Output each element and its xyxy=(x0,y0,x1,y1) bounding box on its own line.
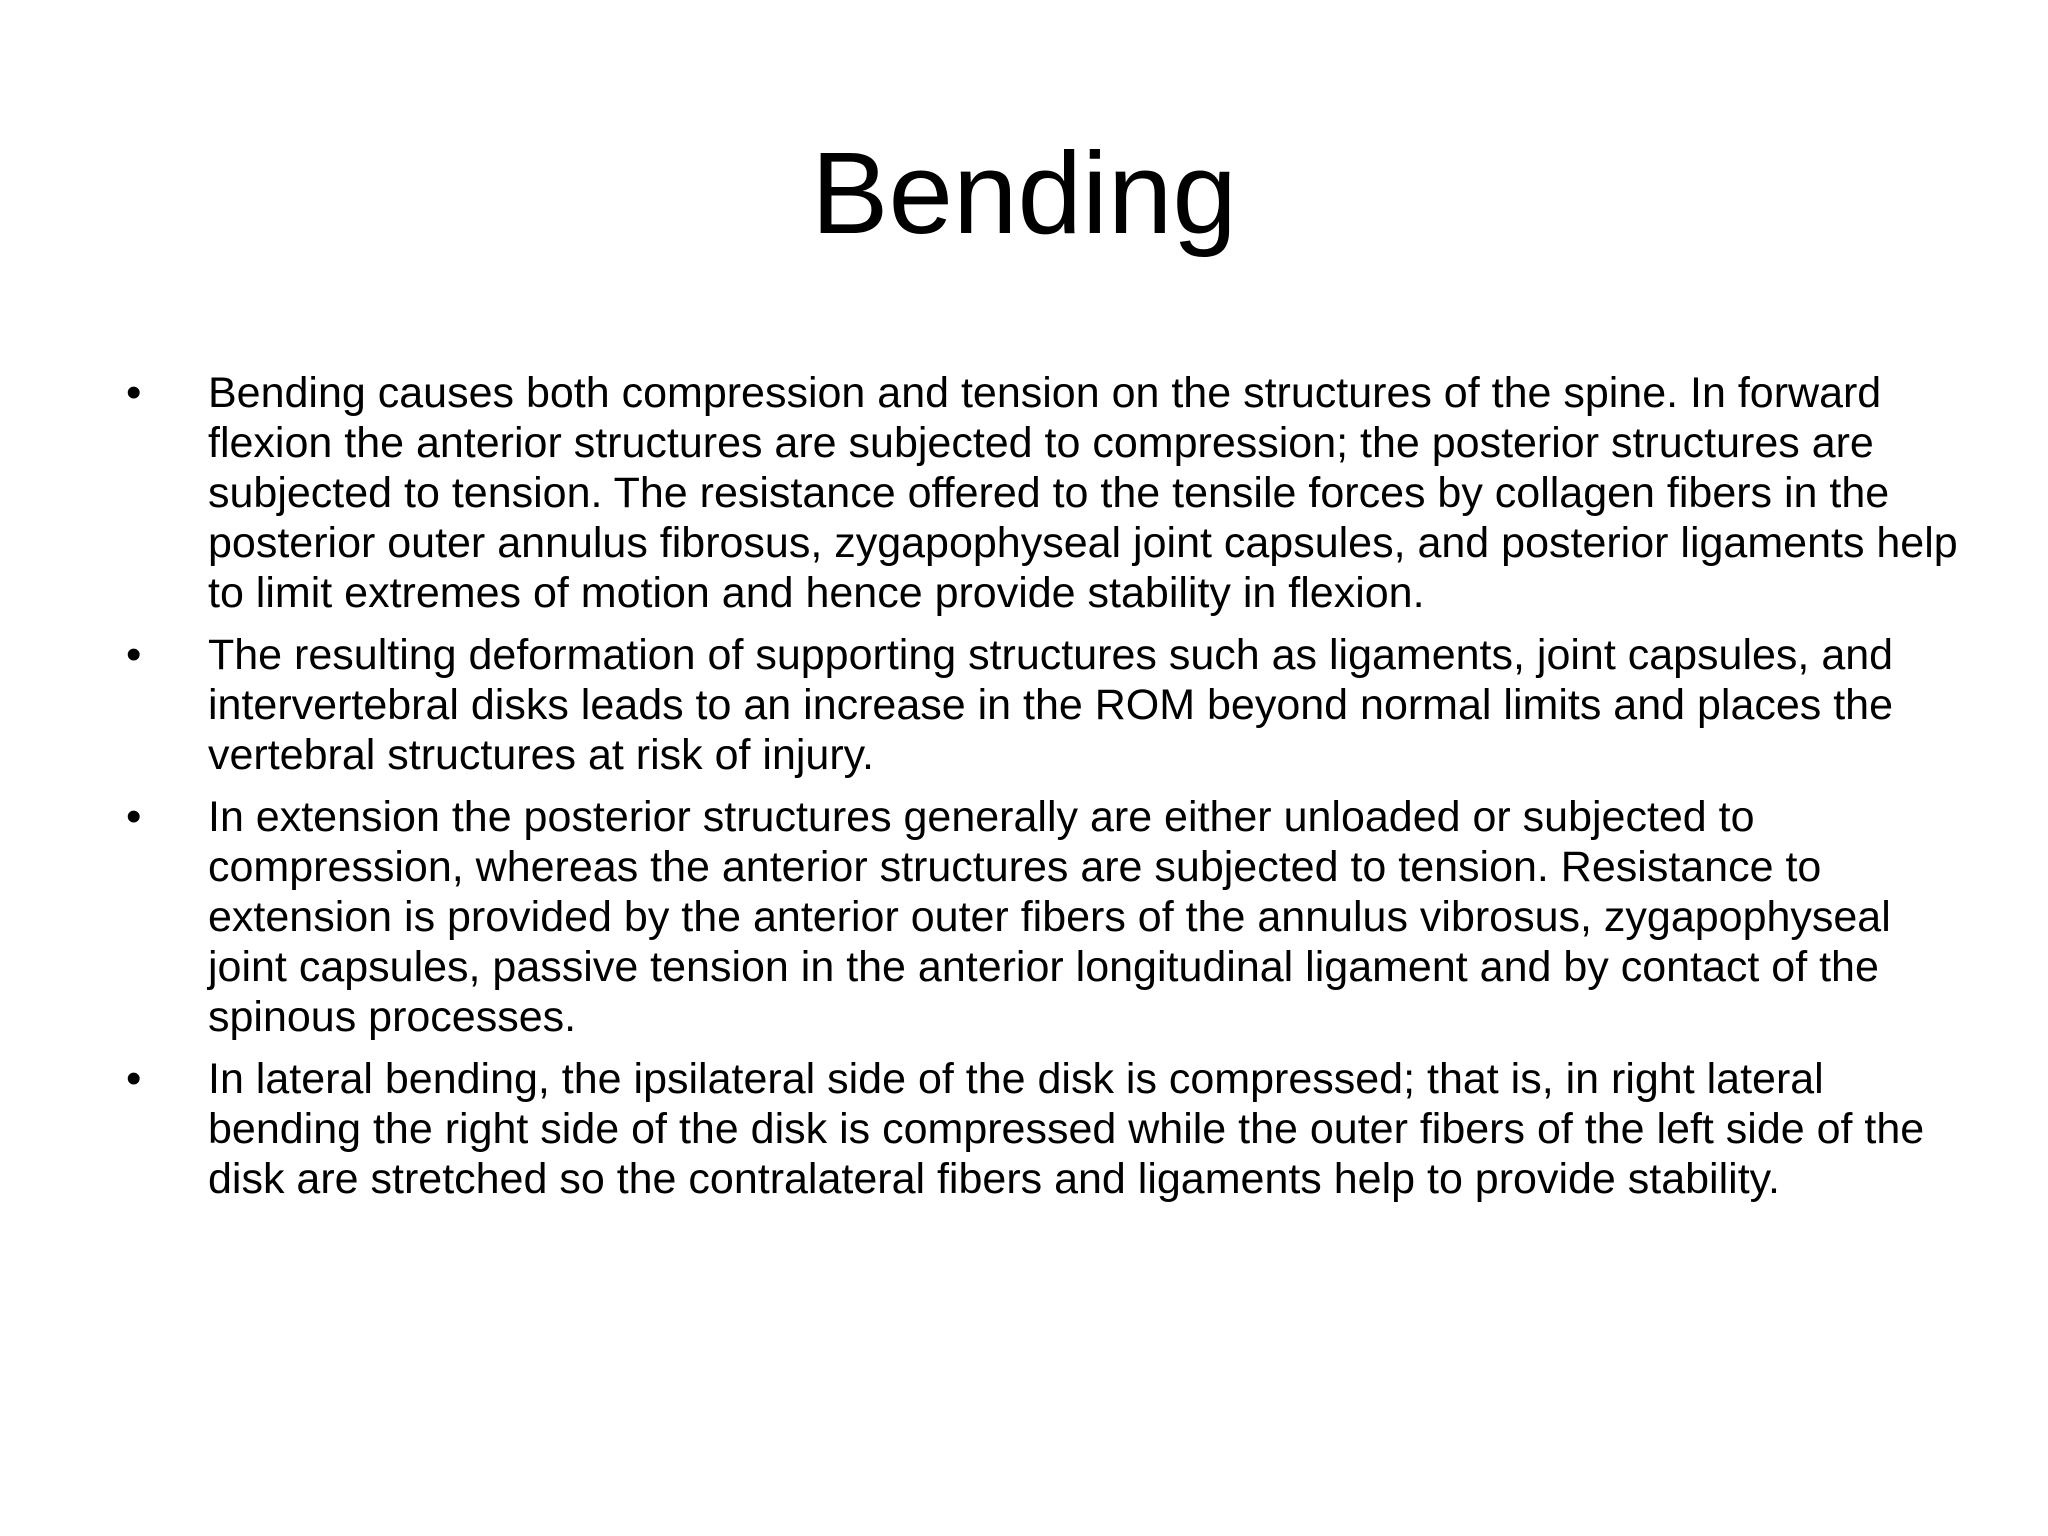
bullet-item xyxy=(120,630,1960,780)
slide-title: Bending xyxy=(811,128,1237,258)
bullet-text: The resulting deformation of supporting structures such as ligaments, joint capsules, and intervertebral disks leads to an increase in the ROM beyond normal limits and places the vertebral structures at risk of injury. xyxy=(208,631,1894,779)
bullet-item xyxy=(120,792,1960,1042)
bullet-list xyxy=(120,368,1960,1216)
bullet-text: Bending causes both compression and tension on the structures of the spine. In forward flexion the anterior structures are subjected to compression; the posterior structures are subjected to tension. The resistance offered to the tensile forces by collagen fibers in the posterior outer annulus fibrosus, zygapophyseal joint capsules, and posterior ligaments help to limit extremes of motion and hence provide stability in flexion. xyxy=(208,369,1958,617)
bullet-text: In lateral bending, the ipsilateral side of the disk is compressed; that is, in right lateral bending the right side of the disk is compressed while the outer fibers of the left side of the disk are stretched so the contralateral fibers and ligaments help to provide stability. xyxy=(208,1055,1925,1203)
bullet-icon: • xyxy=(126,368,142,417)
bullet-icon: • xyxy=(126,630,142,679)
bullet-item xyxy=(120,1054,1960,1204)
bullet-item xyxy=(120,368,1960,618)
bullet-icon: • xyxy=(126,792,142,841)
bullet-text: In extension the posterior structures generally are either unloaded or subjected to compression, whereas the anterior structures are subjected to tension. Resistance to extension is provided by the anterior outer fibers of the annulus vibrosus, zygapophyseal joint capsules, passive tension in the anterior longitudinal ligament and by contact of the spinous processes. xyxy=(208,793,1891,1041)
bullet-icon: • xyxy=(126,1054,142,1103)
